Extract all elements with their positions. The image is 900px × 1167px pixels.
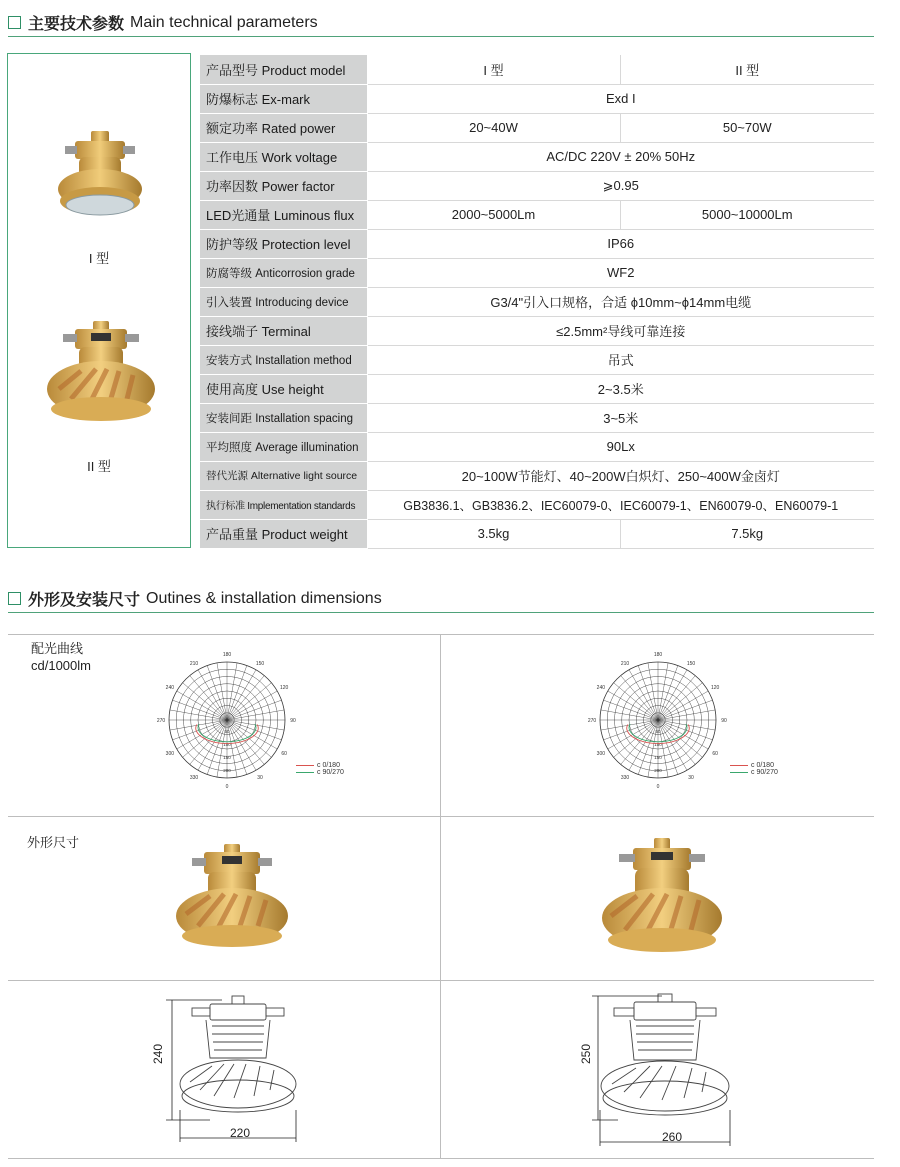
table-row <box>200 55 874 84</box>
checkbox-square-icon <box>8 16 21 29</box>
dimension-width-left: 220 <box>229 1126 251 1140</box>
polar-angle-label: 150 <box>686 660 696 667</box>
lamp-outline-right-image <box>597 836 727 956</box>
spec-label: 使用高度 Use height <box>200 374 367 403</box>
table-row <box>200 490 874 519</box>
spec-label: 工作电压 Work voltage <box>200 142 367 171</box>
grid-line <box>8 816 874 817</box>
spec-table <box>200 55 874 549</box>
polar-angle-label: 210 <box>620 660 630 667</box>
polar-angle-label: 270 <box>157 718 166 724</box>
polar-legend-right <box>730 762 778 776</box>
polar-radial-label: 100 <box>654 742 662 748</box>
spec-label: LED光通量 Luminous flux <box>200 200 367 229</box>
table-row <box>200 171 874 200</box>
polar-angle-label: 60 <box>281 751 287 757</box>
table-row <box>200 316 874 345</box>
spec-label: 平均照度 Average illumination <box>200 432 367 461</box>
legend-c90-swatch <box>296 772 314 773</box>
legend-c90-swatch <box>730 772 748 773</box>
polar-angle-label: 0 <box>656 784 660 790</box>
section2-title-en: Outines & installation dimensions <box>146 589 382 607</box>
legend-c0-swatch <box>730 765 748 766</box>
polar-radial-label: 200 <box>223 768 231 774</box>
table-row <box>200 519 874 548</box>
outline-row-label: 外形尺寸 <box>27 835 80 850</box>
lamp-type1-image <box>45 129 155 239</box>
spec-value: II 型 <box>620 55 874 84</box>
spec-label: 引入装置 Introducing device <box>200 287 367 316</box>
spec-label: 接线端子 Terminal <box>200 316 367 345</box>
table-row <box>200 287 874 316</box>
spec-value: 5000~10000Lm <box>620 200 874 229</box>
legend-c90-label: c 90/270 <box>751 769 778 776</box>
spec-value: GB3836.1、GB3836.2、IEC60079-0、IEC60079-1、EN60079-0、EN60079-1 <box>367 490 874 519</box>
table-row <box>200 258 874 287</box>
table-row <box>200 432 874 461</box>
polar-radial-label: 200 <box>654 768 662 774</box>
legend-c0-swatch <box>296 765 314 766</box>
spec-value: 20~40W <box>367 113 620 142</box>
polar-angle-label: 30 <box>688 775 694 782</box>
section1-title-en: Main technical parameters <box>130 13 318 31</box>
polar-chart-right <box>588 650 728 790</box>
polar-angle-label: 330 <box>620 775 630 782</box>
section1-title-zh: 主要技术参数 <box>28 16 125 33</box>
legend-c90-label: c 90/270 <box>317 769 344 776</box>
polar-angle-label: 120 <box>710 685 720 691</box>
dimension-height-left: 240 <box>151 1043 165 1065</box>
polar-angle-label: 180 <box>222 652 232 658</box>
lamp-type2-image <box>41 319 161 429</box>
table-row <box>200 200 874 229</box>
polar-radial-label: 50 <box>224 729 230 735</box>
spec-label: 执行标准 Implementation standards <box>200 490 367 519</box>
spec-label: 功率因数 Power factor <box>200 171 367 200</box>
polar-angle-label: 30 <box>257 775 263 782</box>
spec-value: 2~3.5米 <box>367 374 874 403</box>
polar-angle-label: 270 <box>588 718 597 724</box>
section2-divider <box>8 612 874 613</box>
polar-angle-label: 0 <box>225 784 229 790</box>
spec-label: 额定功率 Rated power <box>200 113 367 142</box>
spec-value: 2000~5000Lm <box>367 200 620 229</box>
section1-divider <box>8 36 874 37</box>
dimension-width-right: 260 <box>661 1130 683 1144</box>
polar-angle-label: 90 <box>721 718 727 724</box>
polar-angle-label: 60 <box>712 751 718 757</box>
polar-angle-label: 180 <box>653 652 663 658</box>
table-row <box>200 374 874 403</box>
dimension-drawing-left <box>150 992 350 1152</box>
spec-label: 产品重量 Product weight <box>200 519 367 548</box>
lamp-outline-left-image <box>172 842 292 952</box>
grid-line <box>8 634 874 635</box>
spec-value: ≤2.5mm²导线可靠连接 <box>367 316 874 345</box>
table-row <box>200 113 874 142</box>
spec-value: G3/4"引入口规格，合适 ϕ10mm~ϕ14mm电缆 <box>367 287 874 316</box>
spec-label: 防护等级 Protection level <box>200 229 367 258</box>
polar-radial-label: 100 <box>223 742 231 748</box>
spec-value: 7.5kg <box>620 519 874 548</box>
polar-angle-label: 240 <box>165 685 175 691</box>
spec-value: 3.5kg <box>367 519 620 548</box>
polar-radial-label: 150 <box>223 755 231 761</box>
table-row <box>200 229 874 258</box>
polar-label-unit: cd/1000lm <box>31 658 91 673</box>
polar-row-label <box>31 640 91 674</box>
grid-line <box>8 980 874 981</box>
spec-value: I 型 <box>367 55 620 84</box>
dimension-height-right: 250 <box>579 1043 593 1065</box>
table-row <box>200 84 874 113</box>
section1-header <box>8 11 318 34</box>
spec-value: AC/DC 220V ± 20% 50Hz <box>367 142 874 171</box>
polar-angle-label: 240 <box>596 685 606 691</box>
product-panel <box>7 53 191 548</box>
grid-divider-vertical <box>440 634 441 1159</box>
polar-angle-label: 300 <box>596 751 606 757</box>
spec-label: 安装间距 Installation spacing <box>200 403 367 432</box>
spec-label: 防爆标志 Ex-mark <box>200 84 367 113</box>
table-row <box>200 345 874 374</box>
polar-chart-left <box>157 650 297 790</box>
polar-legend-left <box>296 762 344 776</box>
polar-angle-label: 210 <box>189 660 199 667</box>
spec-value: 吊式 <box>367 345 874 374</box>
polar-angle-label: 90 <box>290 718 296 724</box>
spec-value: 20~100W节能灯、40~200W白炽灯、250~400W金卤灯 <box>367 461 874 490</box>
spec-value: 3~5米 <box>367 403 874 432</box>
spec-value: Exd I <box>367 84 874 113</box>
table-row <box>200 142 874 171</box>
section2-header <box>8 587 382 610</box>
spec-value: 50~70W <box>620 113 874 142</box>
polar-radial-label: 150 <box>654 755 662 761</box>
dimension-drawing-right <box>578 990 778 1150</box>
spec-label: 替代光源 Alternative light source <box>200 461 367 490</box>
table-row <box>200 403 874 432</box>
legend-c0-label: c 0/180 <box>751 762 774 769</box>
polar-label-zh: 配光曲线 <box>31 641 84 656</box>
polar-angle-label: 150 <box>255 660 265 667</box>
spec-value: IP66 <box>367 229 874 258</box>
polar-angle-label: 120 <box>279 685 289 691</box>
spec-label: 安装方式 Installation method <box>200 345 367 374</box>
polar-angle-label: 300 <box>165 751 175 757</box>
legend-c0-label: c 0/180 <box>317 762 340 769</box>
section2-title-zh: 外形及安装尺寸 <box>28 592 141 609</box>
grid-line <box>8 1158 874 1159</box>
checkbox-square-icon <box>8 592 21 605</box>
polar-angle-label: 330 <box>189 775 199 782</box>
product-type1-label: I 型 <box>88 251 110 266</box>
table-row <box>200 461 874 490</box>
spec-label: 产品型号 Product model <box>200 55 367 84</box>
product-type2-label: II 型 <box>87 459 111 474</box>
spec-value: 90Lx <box>367 432 874 461</box>
spec-value: ⩾0.95 <box>367 171 874 200</box>
spec-label: 防腐等级 Anticorrosion grade <box>200 258 367 287</box>
polar-radial-label: 50 <box>655 729 661 735</box>
spec-value: WF2 <box>367 258 874 287</box>
